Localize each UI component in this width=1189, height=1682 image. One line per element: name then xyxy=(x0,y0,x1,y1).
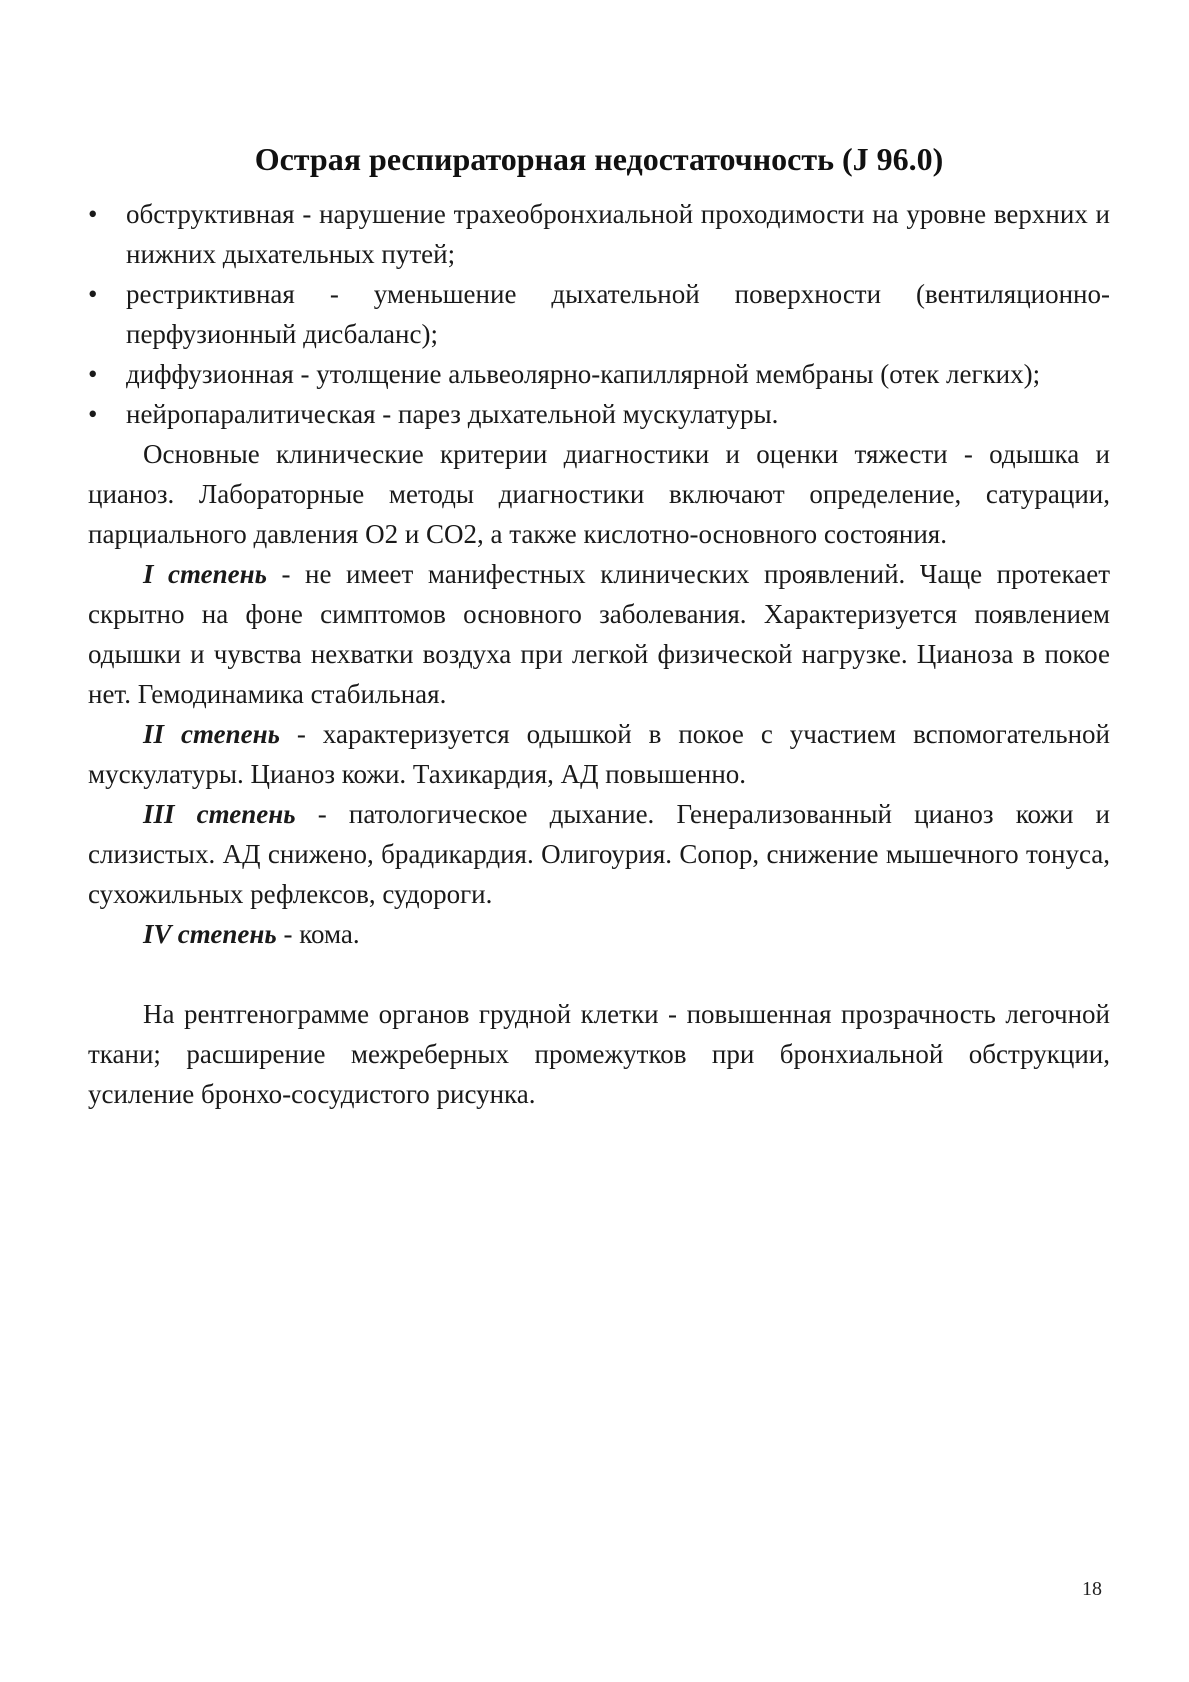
degree-text: - не имеет манифестных клинических проявлений. Чаще протекает скрытно на фоне симптомов основного заболевания. Характеризуется появлением одышки и чувства нехватки воздуха при легкой физической нагрузке. Цианоза в покое нет. Гемодинамика стабильная. xyxy=(88,559,1110,710)
criteria-paragraph: Основные клинические критерии диагностики и оценки тяжести - одышка и цианоз. Лабораторные методы диагностики включают определение, сатурации, парциального давления О2 и СО2, а также кислотно-основного состояния. xyxy=(88,439,1110,550)
page-number: 18 xyxy=(1082,1578,1102,1600)
list-item-text: рестриктивная - уменьшение дыхательной поверхности (вентиляционно-перфузионный дисбаланс); xyxy=(126,279,1110,350)
list-item xyxy=(88,274,1110,354)
failure-types-list xyxy=(88,194,1110,434)
degree-label: III степень xyxy=(143,799,296,830)
degree-text: - кома. xyxy=(276,919,360,950)
bullet-marker: • xyxy=(88,279,98,310)
bullet-marker: • xyxy=(88,399,98,430)
bullet-marker: • xyxy=(88,359,98,390)
degree-3-paragraph xyxy=(88,794,1110,914)
document-page xyxy=(88,140,1110,1114)
list-item xyxy=(88,354,1110,394)
list-item-text: обструктивная - нарушение трахеобронхиальной проходимости на уровне верхних и нижних дыхательных путей; xyxy=(126,199,1110,270)
degree-label: II степень xyxy=(143,719,280,750)
xray-paragraph: На рентгенограмме органов грудной клетки - повышенная прозрачность легочной ткани; расширение межреберных промежутков при бронхиальной обструкции, усиление бронхо-сосудистого рисунка. xyxy=(88,999,1110,1110)
list-item xyxy=(88,394,1110,434)
degree-1-paragraph xyxy=(88,554,1110,714)
list-item-text: диффузионная - утолщение альвеолярно-капиллярной мембраны (отек легких); xyxy=(126,359,1041,390)
degree-text: - характеризуется одышкой в покое с участием вспомогательной мускулатуры. Цианоз кожи. Тахикардия, АД повышенно. xyxy=(88,719,1110,790)
list-item-text: нейропаралитическая - парез дыхательной мускулатуры. xyxy=(126,399,779,430)
bullet-marker: • xyxy=(88,199,98,230)
degree-4-paragraph xyxy=(88,914,1110,954)
list-item xyxy=(88,194,1110,274)
degree-label: IV степень xyxy=(143,919,277,950)
degree-label: I степень xyxy=(143,559,267,590)
degree-text: - патологическое дыхание. Генерализованный цианоз кожи и слизистых. АД снижено, брадикардия. Олигоурия. Сопор, снижение мышечного тонуса, сухожильных рефлексов, судороги. xyxy=(88,799,1111,910)
page-title: Острая респираторная недостаточность (J 96.0) xyxy=(254,141,944,177)
degree-2-paragraph xyxy=(88,714,1110,794)
